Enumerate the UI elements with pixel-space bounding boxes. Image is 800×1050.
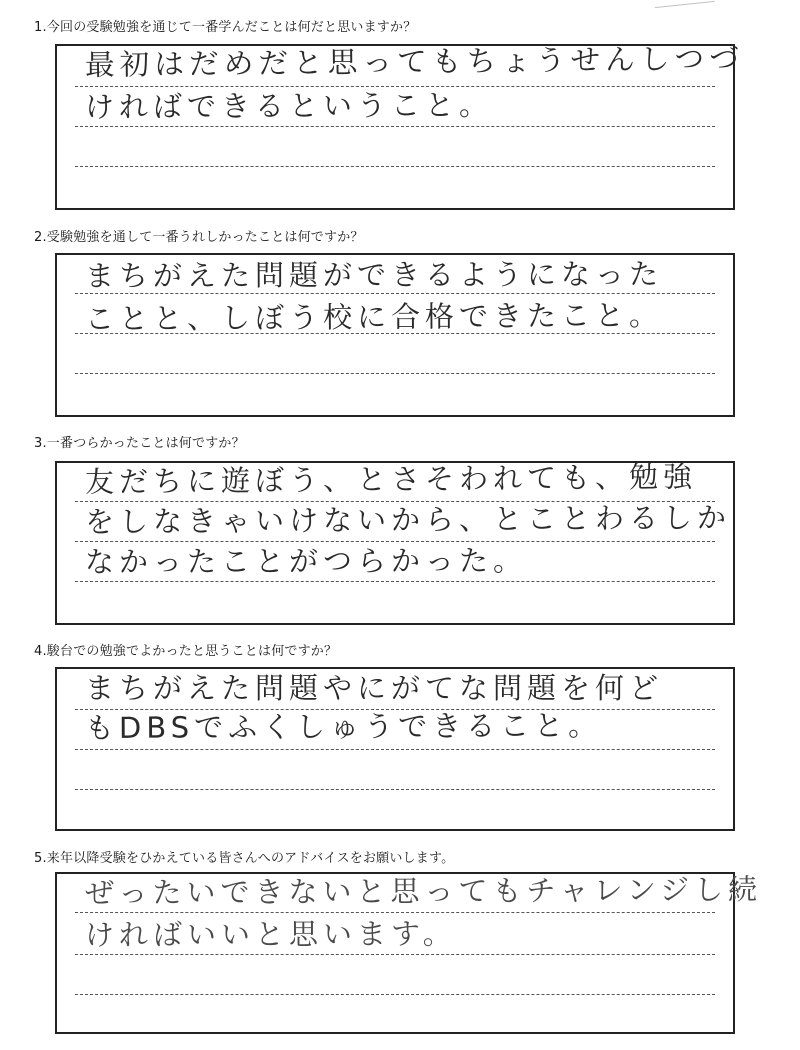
answer-line-rule	[75, 912, 715, 913]
answer-2-line-2: ことと、しぼう校に合格できたこと。	[84, 297, 664, 336]
answer-3-line-2: をしなきゃいけないから、とことわるしか	[84, 500, 732, 539]
answer-1-line-1: 最初はだめだと思ってもちょうせんしつづ	[84, 41, 745, 82]
answer-box-4	[55, 667, 735, 831]
answer-line-rule	[75, 541, 715, 542]
answer-line-rule	[75, 709, 715, 710]
answer-line-rule	[75, 373, 715, 374]
answer-line-rule	[75, 86, 715, 87]
question-3-label: 3.一番つらかったことは何ですか？	[34, 436, 245, 451]
answer-box-2	[55, 253, 735, 417]
answer-5-line-2: ければいいと思います。	[84, 916, 457, 952]
answer-2-line-1: まちがえた問題ができるようになった	[84, 256, 664, 293]
question-1-label: 1.今回の受験勉強を通じて一番学んだことは何だと思いますか？	[34, 20, 417, 35]
answer-box-3	[55, 461, 735, 625]
answer-line-rule	[75, 954, 715, 955]
answer-line-rule	[75, 333, 715, 334]
answer-line-rule	[75, 126, 715, 127]
answer-5-line-1: ぜったいできないと思ってもチャレンジし続	[84, 872, 763, 910]
answer-3-line-3: なかったことがつらかった。	[84, 543, 528, 579]
question-2-label: 2.受験勉強を通して一番うれしかったことは何ですか？	[34, 230, 364, 245]
question-4-label: 4.駿台での勉強でよかったと思うことは何ですか？	[34, 644, 338, 659]
scan-corner-mark	[653, 0, 714, 8]
answer-line-rule	[75, 749, 715, 750]
question-5-label: 5.来年以降受験をひかえている皆さんへのアドバイスをお願いします。	[34, 851, 455, 866]
answer-1-line-2: ければできるということ。	[84, 87, 494, 124]
answer-line-rule	[75, 501, 715, 502]
answer-line-rule	[75, 166, 715, 167]
answer-3-line-1: 友だちに遊ぼう、とさそわれても、勉強	[84, 459, 698, 499]
answer-box-1	[55, 41, 745, 210]
answer-box-5	[55, 872, 763, 1034]
answer-line-rule	[75, 581, 715, 582]
answer-4-line-2: もDBSでふくしゅうできること。	[84, 708, 603, 745]
answer-line-rule	[75, 789, 715, 790]
answer-4-line-1: まちがえた問題やにがてな問題を何ど	[85, 671, 664, 705]
answer-line-rule	[75, 293, 715, 294]
answer-line-rule	[75, 994, 715, 995]
